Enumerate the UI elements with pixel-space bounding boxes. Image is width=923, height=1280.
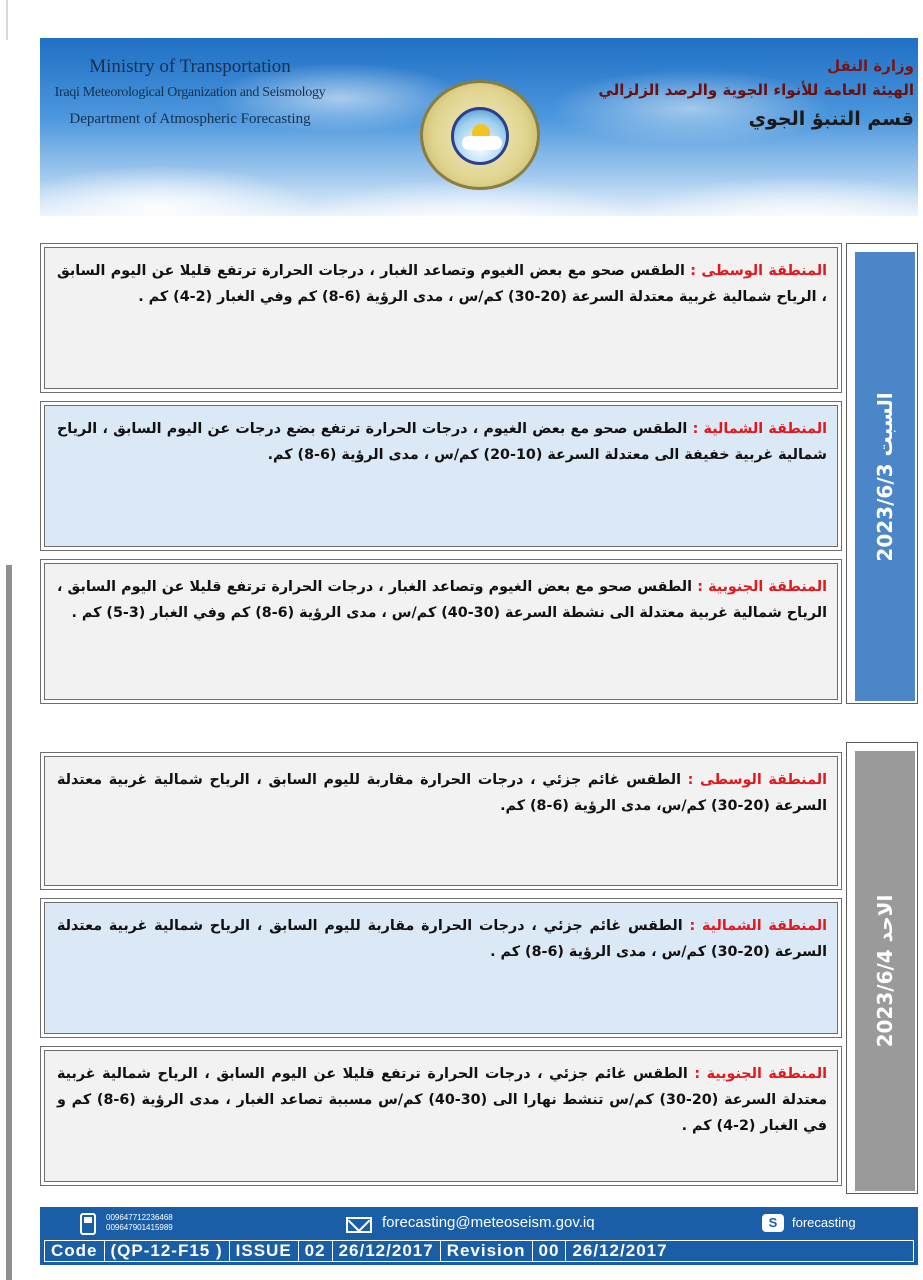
date-label-day1 <box>873 392 897 561</box>
date-bar-day1 <box>846 243 918 704</box>
date-bar-day2 <box>846 742 918 1194</box>
forecast-panel-south-day2 <box>40 1046 842 1186</box>
email-icon <box>346 1217 372 1233</box>
date-bar-fill <box>855 252 915 701</box>
forecast-text: الطقس غائم جزئي ، درجات الحرارة ترتفع قليلا عن اليوم السابق ، الرياح شمالية غربية معتدلة السرعة (20-30) كم/س تنشط نهارا الى (30-40) كم/س مسببة تصاعد الغبار ، مدى الرؤية (6-8) كم و في الغبار (2-4) كم . <box>57 1066 827 1134</box>
code-label: Code <box>45 1241 105 1261</box>
date-value: 2023/6/3 <box>873 462 897 562</box>
day-name: الاحد <box>873 894 897 943</box>
phone-icon <box>80 1213 96 1235</box>
cloud-icon <box>462 136 502 150</box>
arabic-header <box>594 54 914 136</box>
english-header <box>40 54 340 132</box>
forecast-text: الطقس غائم جزئي ، درجات الحرارة مقاربة لليوم السابق ، الرياح شمالية غربية معتدلة السرعة (20-30) كم/س، مدى الرؤية (6-8) كم. <box>57 772 827 814</box>
ministry-name-ar: وزارة النقل <box>827 57 914 75</box>
forecast-text-block <box>44 563 838 700</box>
region-label: المنطقة الوسطى : <box>687 772 827 788</box>
forecast-panel-north-day1 <box>40 401 842 551</box>
contact-row <box>40 1207 918 1239</box>
revision-label: Revision <box>441 1241 533 1261</box>
forecast-text: الطقس صحو مع بعض الغيوم وتصاعد الغبار ، درجات الحرارة ترتفع قليلا عن اليوم السابق ، الرياح شمالية غربية معتدلة الى نشطة السرعة (30-40) كم/س ، مدى الرؤية (6-8) كم وفي الغبار (3-5) كم . <box>57 579 827 621</box>
date-value: 2023/6/4 <box>873 949 897 1048</box>
email-address[interactable]: forecasting@meteoseism.gov.iq <box>382 1214 595 1231</box>
forecast-text-block <box>44 405 838 547</box>
forecast-panel-central-day2 <box>40 752 842 890</box>
header-banner <box>40 38 918 216</box>
region-label: المنطقة الشمالية : <box>692 421 827 437</box>
phone-number-1: 009647712236468 <box>106 1213 173 1222</box>
forecast-panel-south-day1 <box>40 559 842 704</box>
region-label: المنطقة الوسطى : <box>690 263 827 279</box>
forecast-text: الطقس غائم جزئي ، درجات الحرارة مقاربة لليوم السابق ، الرياح شمالية غربية معتدلة السرعة (20-30) كم/س ، مدى الرؤية (6-8) كم . <box>57 918 827 960</box>
forecast-text-block <box>44 1050 838 1182</box>
ministry-name-en: Ministry of Transportation <box>89 56 291 77</box>
issue-number: 02 <box>299 1241 333 1261</box>
revision-date: 26/12/2017 <box>572 1241 668 1260</box>
skype-handle[interactable]: forecasting <box>792 1215 856 1230</box>
revision-number: 00 <box>533 1241 567 1261</box>
organization-name-en: Iraqi Meteorological Organization and Seismology <box>54 85 326 100</box>
region-label: المنطقة الجنوبية : <box>694 1066 828 1082</box>
date-label-day2 <box>873 895 897 1048</box>
forecast-text-block <box>44 902 838 1034</box>
region-label: المنطقة الجنوبية : <box>697 579 828 595</box>
forecast-text-block <box>44 756 838 886</box>
organization-name-ar: الهيئة العامة للأنواء الجوية والرصد الزلزالي <box>598 81 914 99</box>
forecast-panel-north-day2 <box>40 898 842 1038</box>
footer-bar <box>40 1207 918 1265</box>
forecast-text-block <box>44 247 838 389</box>
date-bar-fill <box>855 751 915 1191</box>
issue-label: ISSUE <box>230 1241 299 1261</box>
forecast-text: الطقس صحو مع بعض الغيوم ، درجات الحرارة ترتفع بضع درجات عن اليوم السابق ، الرياح شمالية غربية خفيفة الى معتدلة السرعة (10-20) كم/س ، مدى الرؤية (6-8) كم. <box>57 421 827 463</box>
document-code-row <box>44 1240 914 1262</box>
skype-icon: S <box>762 1214 784 1232</box>
phone-numbers <box>106 1213 173 1233</box>
forecast-text: الطقس صحو مع بعض الغيوم وتصاعد الغبار ، درجات الحرارة ترتفع قليلا عن اليوم السابق ، الرياح شمالية غربية معتدلة السرعة (20-30) كم/س ، مدى الرؤية (6-8) كم وفي الغبار (2-4) كم . <box>57 263 827 305</box>
page-edge-top <box>6 0 8 40</box>
phone-number-2: 009647901415989 <box>106 1223 173 1232</box>
issue-date: 26/12/2017 <box>333 1241 441 1261</box>
seal-emblem-icon <box>451 107 509 165</box>
code-value: (QP-12-F15 ) <box>105 1241 230 1261</box>
day-name: السبت <box>873 391 897 456</box>
department-name-en: Department of Atmospheric Forecasting <box>69 111 311 127</box>
region-label: المنطقة الشمالية : <box>689 918 827 934</box>
organization-seal-logo <box>420 80 540 190</box>
department-name-ar: قسم التنبؤ الجوي <box>748 108 914 130</box>
forecast-panel-central-day1 <box>40 243 842 393</box>
scrollbar[interactable] <box>6 565 12 1280</box>
